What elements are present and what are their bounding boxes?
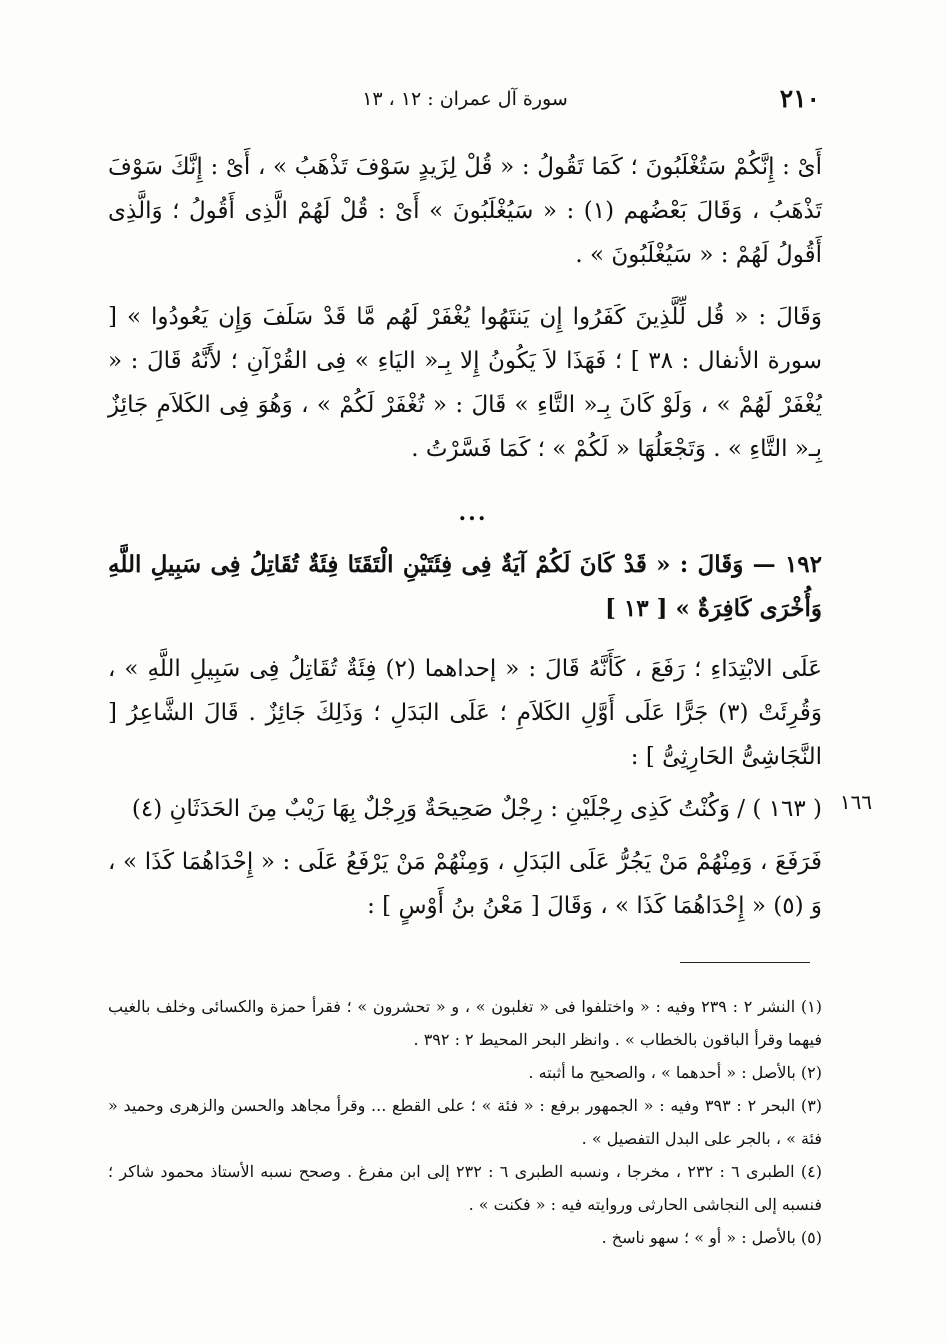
page-header [110, 84, 820, 118]
poetry-verse: ( ١٦٣ ) / وَكُنْتُ كَذِى رِجْلَيْنِ : رِجْلٌ صَحِيحَةٌ وَرِجْلٌ بِهَا رَيْبٌ مِنَ الحَدَثَانِ (٤) [131, 796, 822, 822]
commentary-paragraph-3: عَلَى الابْتِدَاءِ ؛ رَفَعَ ، كَأَنَّهُ قَالَ : « إحداهما (٢) فِئَةٌ تُقَاتِلُ فِى سَبِيلِ اللَّهِ » ، وَقُرِئَتْ (٣) جَرًّا عَلَى أَوَّلِ الكَلاَمِ ؛ عَلَى البَدَلِ ؛ وَذَلِكَ جَائِزٌ . قَالَ الشَّاعِرُ [ النَّجَاشِىُّ الحَارِثِىُّ ] : [108, 656, 823, 770]
commentary-paragraph-1: أَىْ : إِنَّكُمْ سَتُغْلَبُونَ ؛ كَمَا تَقُولُ : « قُلْ لِزَيدٍ سَوْفَ تَذْهَبُ » ، أَىْ : إِنَّكَ سَوْفَ تَذْهَبُ ، وَقَالَ بَعْضُهم (١) : « سَيُغْلَبُونَ » أَىْ : قُلْ لَهُمْ الَّذِى أَقُولُ ؛ وَالَّذِى أَقُولُ لَهُمْ : « سَيُغْلَبُونَ » . [108, 154, 823, 268]
entry-192-heading: ١٩٢ — وَقَالَ : « قَدْ كَانَ لَكُمْ آيَةٌ فِى فِئَتَيْنِ الْتَقَتَا فِئَةٌ تُقَاتِلُ فِى سَبِيلِ اللَّهِ وَأُخْرَى كَافِرَةٌ » [ ١٣ ] [108, 551, 822, 622]
section-divider-dots: ... [458, 500, 488, 526]
footnote-5: (٥) بالأصل : « أو » ؛ سهو ناسخ . [601, 1228, 822, 1247]
margin-page-number: ١٦٦ [839, 790, 873, 814]
footnote-3: (٣) البحر ٢ : ٣٩٣ وفيه : « الجمهور برفع : « فئة » ؛ على القطع ... وقرأ مجاهد والحسن والزهرى وحميد « فئة » ، بالجر على البدل التفصيل » . [108, 1096, 823, 1148]
footnote-4: (٤) الطبرى ٦ : ٢٣٢ ، مخرجا ، ونسبه الطبرى ٦ : ٢٣٢ إلى ابن مفرغ . وصحح نسبه الأستاذ محمود شاكر ؛ فنسبه إلى النجاشى الحارثى وروايته فيه : « فكنت » . [108, 1162, 823, 1214]
commentary-paragraph-2: وَقَالَ : « قُل لِّلَّذِينَ كَفَرُوا إِن يَنتَهُوا يُغْفَرْ لَهُم مَّا قَدْ سَلَفَ وَإِن يَعُودُوا » [ سورة الأنفال : ٣٨ ] ؛ فَهَذَا لاَ يَكُونُ إِلا بِـ« اليَاءِ » فِى القُرْآنِ ؛ لأَنَّهُ قَالَ : « يُغْفَرْ لَهُمْ » ، وَلَوْ كَانَ بِـ« التَّاءِ » قَالَ : « تُغْفَرْ لَكُمْ » ، وَهُوَ فِى الكَلاَمِ جَائِزٌ بِـ« التَّاءِ » . وَتَجْعَلُهَا « لَكُمْ » ؛ كَمَا فَسَّرْتُ . [108, 304, 822, 462]
commentary-paragraph-4: فَرَفَعَ ، وَمِنْهُمْ مَنْ يَجُرُّ عَلَى البَدَلِ ، وَمِنْهُمْ مَنْ يَرْفَعُ عَلَى : « إِحْدَاهُمَا كَذَا » ، وَ (٥) « إِحْدَاهُمَا كَذَا » ، وَقَالَ [ مَعْنُ بنُ أَوْسٍ ] : [108, 849, 822, 919]
footnote-2: (٢) بالأصل : « أحدهما » ، والصحيح ما أثبته . [528, 1063, 822, 1082]
footnotes [108, 990, 822, 1254]
page-number: ٢١٠ [779, 84, 820, 113]
footnote-1: (١) النشر ٢ : ٢٣٩ وفيه : « واختلفوا فى « تغلبون » ، و « تحشرون » ؛ فقرأ حمزة والكسائى وخلف بالغيب فيهما وقرأ الباقون بالخطاب » . وانظر البحر المحيط ٢ : ٣٩٢ . [108, 997, 823, 1049]
running-title: سورة آل عمران : ١٢ ، ١٣ [362, 88, 568, 110]
footnote-separator [680, 962, 810, 963]
